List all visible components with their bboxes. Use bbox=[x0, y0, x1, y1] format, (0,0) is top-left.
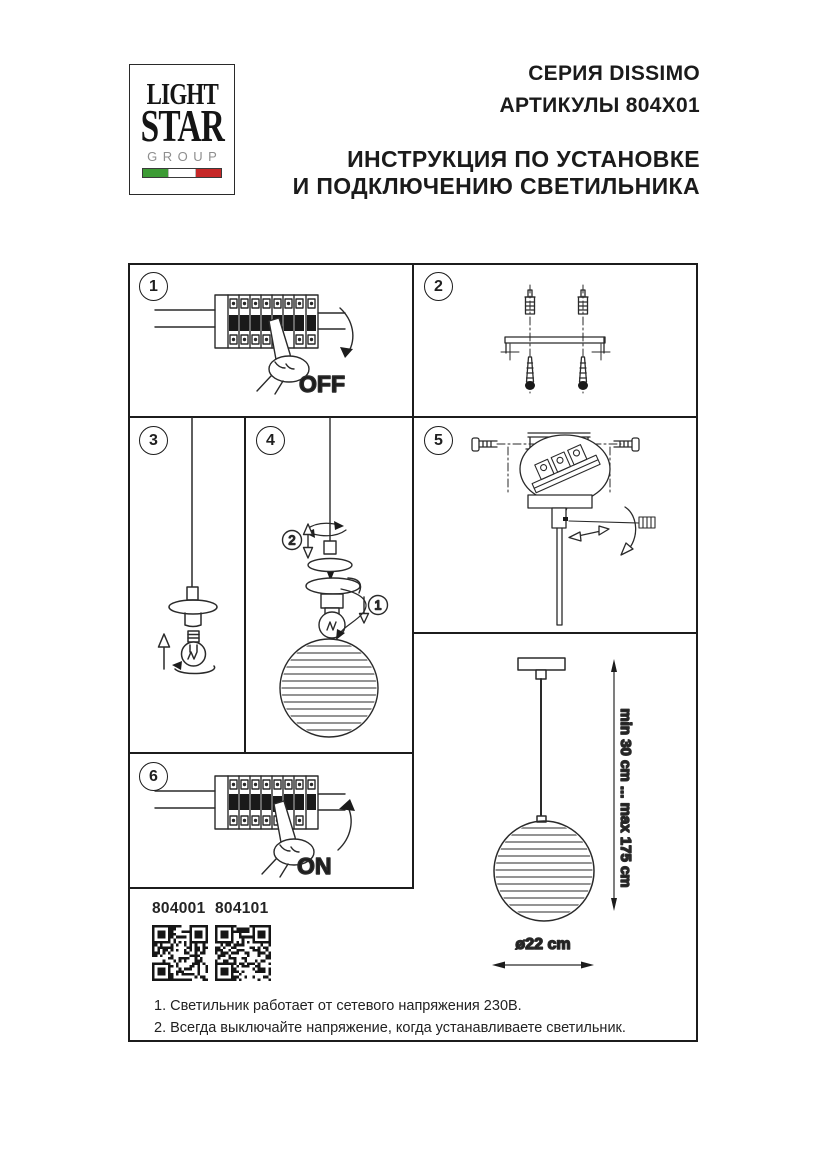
lightstar-logo bbox=[129, 64, 235, 195]
height-range-label: min 30 cm ... max 175 cm bbox=[617, 708, 634, 888]
logo-word-light: LIGHT bbox=[146, 76, 218, 111]
step-4-badge: 4 bbox=[256, 426, 285, 455]
callout-2-badge bbox=[283, 531, 302, 550]
svg-text:2: 2 bbox=[288, 532, 296, 548]
note-line: 1. Светильник работает от сетевого напряжения 230В. bbox=[154, 998, 522, 1014]
pendant-assembly-diagram bbox=[245, 417, 413, 753]
screw-hole-crosshair-icon bbox=[501, 344, 610, 360]
diameter-dimension-line bbox=[492, 962, 594, 969]
step-2-badge: 2 bbox=[424, 272, 453, 301]
page-title-line1: ИНСТРУКЦИЯ ПО УСТАНОВКЕ bbox=[347, 146, 700, 172]
logo-word-group: GROUP bbox=[147, 149, 223, 164]
canopy-stem bbox=[552, 508, 568, 528]
product-804001 bbox=[152, 900, 210, 981]
off-label: OFF bbox=[299, 371, 345, 397]
diameter-label: ø22 cm bbox=[515, 936, 571, 953]
arrow-left-right-icon bbox=[569, 526, 609, 541]
qr-code bbox=[215, 925, 271, 981]
canopy-mounting-diagram bbox=[413, 417, 698, 633]
step-6-badge: 6 bbox=[139, 762, 168, 791]
ceiling-disc bbox=[308, 559, 352, 572]
height-dimension-line bbox=[611, 659, 617, 911]
step-1-badge: 1 bbox=[139, 272, 168, 301]
screw-icon bbox=[525, 357, 588, 390]
on-label: ON bbox=[297, 853, 332, 879]
glass-globe-icon bbox=[275, 639, 385, 737]
mounting-bracket-icon bbox=[505, 337, 605, 353]
wall-anchor-icon bbox=[525, 290, 588, 314]
lamp-shade-icon bbox=[169, 600, 217, 627]
mounting-hardware-diagram bbox=[413, 263, 698, 417]
arrow-up-down-icon bbox=[304, 524, 313, 558]
rotate-arrow-icon bbox=[305, 521, 346, 538]
qr-code bbox=[152, 925, 208, 981]
flag-white-stripe bbox=[168, 169, 195, 177]
pendant-rod bbox=[557, 528, 562, 625]
rotate-arrow-icon bbox=[621, 507, 636, 555]
arrow-down-icon bbox=[360, 597, 369, 623]
product-804101 bbox=[215, 900, 273, 981]
circuit-breaker-icon bbox=[155, 776, 345, 829]
page-title-line2: И ПОДКЛЮЧЕНИЮ СВЕТИЛЬНИКА bbox=[292, 173, 700, 199]
callout-1-badge bbox=[369, 596, 388, 615]
ceiling-plate bbox=[518, 658, 565, 670]
note-line: 2. Всегда выключайте напряжение, когда устанавливаете светильник. bbox=[154, 1020, 626, 1036]
breaker-on-diagram bbox=[128, 753, 413, 888]
series-title: СЕРИЯ DISSIMO bbox=[528, 62, 700, 85]
svg-text:1: 1 bbox=[374, 597, 382, 613]
pendant-shade-diagram bbox=[128, 417, 245, 753]
article-number: 804101 bbox=[215, 900, 269, 917]
arrow-up-icon bbox=[338, 799, 355, 850]
set-screw-icon bbox=[569, 517, 655, 528]
arrow-up-icon bbox=[159, 634, 170, 669]
flag-green-stripe bbox=[143, 169, 168, 177]
step-5-badge: 5 bbox=[424, 426, 453, 455]
italian-flag-icon bbox=[142, 168, 222, 178]
safety-notes bbox=[154, 995, 626, 1039]
breaker-off-diagram bbox=[128, 263, 413, 417]
logo-word-star: STAR bbox=[140, 101, 224, 151]
canopy-plate bbox=[528, 495, 592, 508]
arrow-down-icon bbox=[340, 308, 353, 358]
glass-globe-icon bbox=[488, 821, 603, 921]
flag-red-stripe bbox=[196, 169, 221, 177]
dimensions-diagram bbox=[413, 633, 698, 1042]
articles-title: АРТИКУЛЫ 804X01 bbox=[499, 94, 700, 117]
rod-coupler bbox=[324, 541, 336, 554]
step-3-badge: 3 bbox=[139, 426, 168, 455]
article-number: 804001 bbox=[152, 900, 206, 917]
circuit-breaker-icon bbox=[155, 295, 345, 348]
light-bulb-icon bbox=[182, 631, 206, 666]
